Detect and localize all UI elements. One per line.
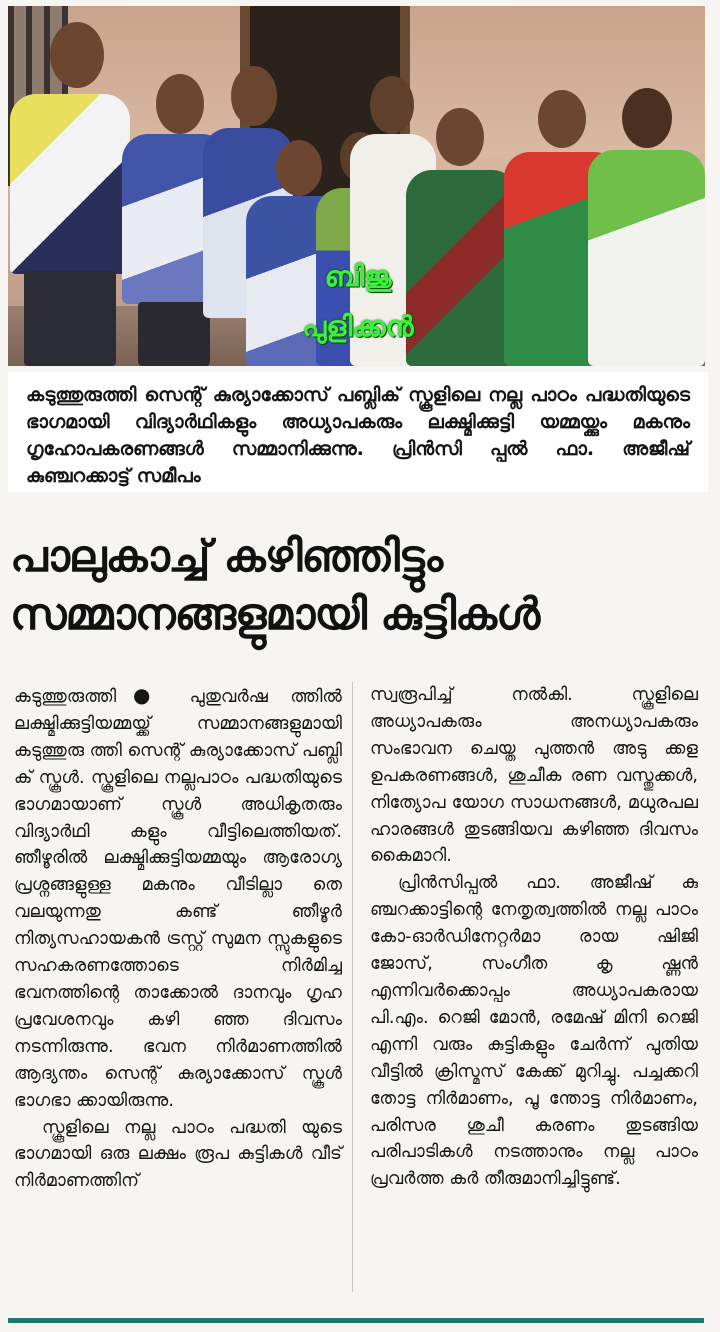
headline (10, 528, 710, 644)
headline-line-2: സമ്മാനങ്ങളുമായി കുട്ടികൾ (10, 589, 540, 640)
column-divider (352, 682, 353, 1292)
photo-credit (263, 252, 453, 352)
person-student-5 (588, 84, 705, 366)
article-column-left (14, 682, 342, 1195)
article-paragraph: സ്വരൂപിച്ച് നൽകി. സ്കൂളിലെ അധ്യാപകരും അനധ്യാപകരും സംഭാവന ചെയ്ത പുത്തൻ അടു ക്കള ഉപകരണങ്ങൾ, ശുചീക രണ വസ്തുക്കൾ, നിത്യോപ യോഗ സാധനങ്ങൾ, മധുരപല ഹാരങ്ങൾ തുടങ്ങിയവ കഴിഞ്ഞ ദിവസം കൈമാറി. (370, 685, 698, 867)
dateline: കടുത്തുരുത്തി (14, 687, 117, 707)
photo-credit-line1: ബിജു (324, 260, 392, 293)
article-paragraph: സ്കൂളിലെ നല്ല പാഠം പദ്ധതി യുടെ ഭാഗമായി ഒരു ലക്ഷം രൂപ കുട്ടികൾ വീട് നിർമാണത്തിന് (14, 1117, 342, 1192)
article-paragraph (14, 682, 342, 1115)
bottom-rule (8, 1318, 704, 1323)
headline-line-1: പാലുകാച്ച് കഴിഞ്ഞിട്ടും (10, 531, 443, 582)
article-paragraph: പ്രിൻസിപ്പൽ ഫാ. അജീഷ് കു ഞ്ചറക്കാട്ടിന്റെ നേതൃത്വത്തിൽ നല്ല പാഠം കോ-ഓർഡിനേറ്റർമാ രായ ഷിജി ജോസ്, സംഗീത കൃ ഷ്ണൻ എന്നിവർക്കൊപ്പം അധ്യാപകരായ പി.എം. റെജി മോൻ, രമേഷ് മിനി റെജി എന്നി വരും കുട്ടികളും ചേർന്ന് പുതിയ വീട്ടിൽ ക്രിസ്മസ് കേക്ക് മുറിച്ചു. പച്ചക്കറി തോട്ട നിർമാണം, പൂ ന്തോട്ട നിർമാണം, പരിസര ശുചീ കരണം തുടങ്ങിയ പരിപാടികൾ നടത്താനും നല്ല പാഠം പ്രവർത്ത കർ തീരുമാനിച്ചിട്ടുണ്ട്. (370, 873, 698, 1190)
person-student-1 (10, 16, 130, 366)
article-column-right (370, 682, 698, 1193)
news-photo (8, 6, 705, 366)
dateline-bullet: ● (116, 683, 168, 707)
photo-credit-line2: പുളിക്കൻ (302, 310, 414, 343)
article-text: പുതുവർഷ ത്തിൽ ലക്ഷ്മിക്കുട്ടിയമ്മയ്ക്ക് സമ്മാനങ്ങളുമായി കടുത്തുരു ത്തി സെന്റ് കുര്യാക്കോസ് പബ്ലി ക് സ്കൂൾ. സ്കൂളിലെ നല്ലപാഠം പദ്ധതിയുടെ ഭാഗമായാണ് സ്കൂൾ അധികൃതരും വിദ്യാർഥി കളും വീട്ടിലെത്തിയത്. ഞീഴൂരിൽ ലക്ഷ്മിക്കുട്ടിയമ്മയും ആരോഗ്യ പ്രശ്നങ്ങളുള്ള മകനും വീടില്ലാ തെ വലയുന്നതു കണ്ട് ഞീഴൂർ നിത്യസഹായകൻ ട്രസ്റ്റ് സുമന സ്സുകളുടെ സഹകരണത്തോടെ നിർമിച്ച ഭവനത്തിന്റെ താക്കോൽ ദാനവും ഗൃഹ പ്രവേശനവും കഴി ഞ്ഞ ദിവസം നടന്നിരുന്നു. ഭവന നിർമാണത്തിൽ ആദ്യന്തം സെന്റ് കുര്യാക്കോസ് സ്കൂൾ ഭാഗഭാ ക്കായിരുന്നു. (14, 687, 343, 1111)
photo-caption: കടുത്തുരുത്തി സെന്റ് കുര്യാക്കോസ് പബ്ലിക് സ്കൂളിലെ നല്ല പാഠം പദ്ധതിയുടെ ഭാഗമായി വിദ്യാർഥികളും അധ്യാപകരും ലക്ഷ്മിക്കുട്ടി യമ്മയ്ക്കും മകനും ഗൃഹോപകരണങ്ങൾ സമ്മാനിക്കുന്നു. പ്രിൻസി പ്പൽ ഫാ. അജീഷ് കുഞ്ചറക്കാട്ട് സമീപം (8, 372, 708, 492)
